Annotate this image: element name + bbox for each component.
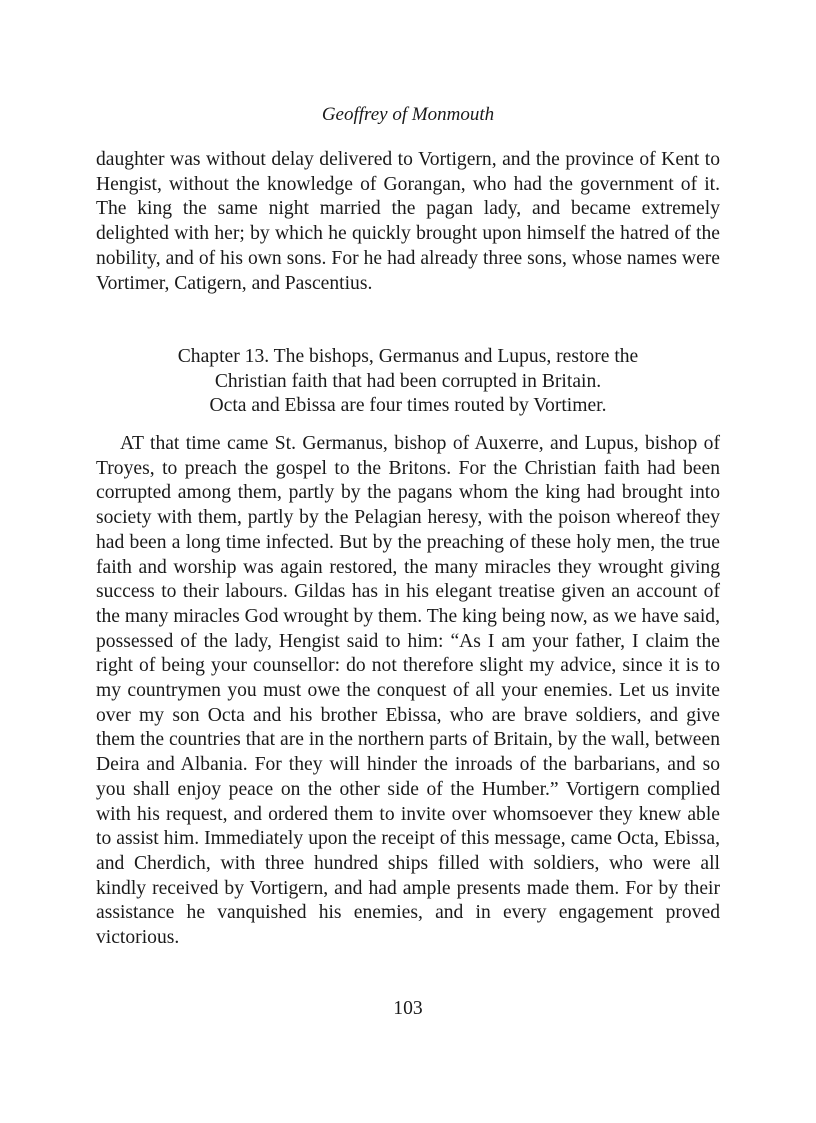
opening-paragraph: daughter was without delay delivered to Vortigern, and the province of Kent to Hengist, without the knowledge of Gorangan, who had the government of it. The king the same night married the pagan lady, and became extremely delighted with her; by which he quickly brought upon himself the hatred of the nobility, and of his own sons. For he had already three sons, whose names were Vortimer, Catigern, and Pascentius. bbox=[96, 149, 720, 294]
page-number: 103 bbox=[393, 998, 423, 1019]
running-head: Geoffrey of Monmouth bbox=[321, 104, 495, 125]
book-page bbox=[96, 0, 720, 1123]
chapter-heading bbox=[96, 345, 720, 419]
chapter-heading-line-3: Octa and Ebissa are four times routed by Vortimer. bbox=[209, 395, 607, 417]
chapter-heading-line-1: Chapter 13. The bishops, Germanus and Lupus, restore the bbox=[177, 346, 639, 367]
chapter-heading-line-2: Christian faith that had been corrupted in Britain. bbox=[214, 370, 602, 392]
chapter-text-block bbox=[96, 432, 720, 951]
opening-text-block bbox=[96, 148, 720, 296]
chapter-paragraph: AT that time came St. Germanus, bishop of Auxerre, and Lupus, bishop of Troyes, to preach the gospel to the Britons. For the Christian faith had been corrupted among them, partly by the pagans whom the king had brought into society with them, partly by the Pelagian heresy, with the poison whereof they had been a long time infected. But by the preaching of these holy men, the true faith and worship was again restored, the many miracles they wrought giving success to their labours. Gildas has in his elegant treatise given an account of the many miracles God wrought by them. The king being now, as we have said, possessed of the lady, Hengist said to him: “As I am your father, I claim the right of being your counsellor: do not therefore slight my advice, since it is to my countrymen you must owe the conquest of all your enemies. Let us invite over my son Octa and his brother Ebissa, who are brave soldiers, and give them the countries that are in the northern parts of Britain, by the wall, between Deira and Albania. For they will hinder the inroads of the barbarians, and so you shall enjoy peace on the other side of the Humber.” Vortigern complied with his request, and ordered them to invite over whomsoever they knew able to assist him. Immediately upon the receipt of this message, came Octa, Ebissa, and Cherdich, with three hundred ships filled with soldiers, who were all kindly received by Vortigern, and had ample presents made them. For by their assistance he vanquished his enemies, and in every engagement proved victorious. bbox=[96, 433, 720, 949]
